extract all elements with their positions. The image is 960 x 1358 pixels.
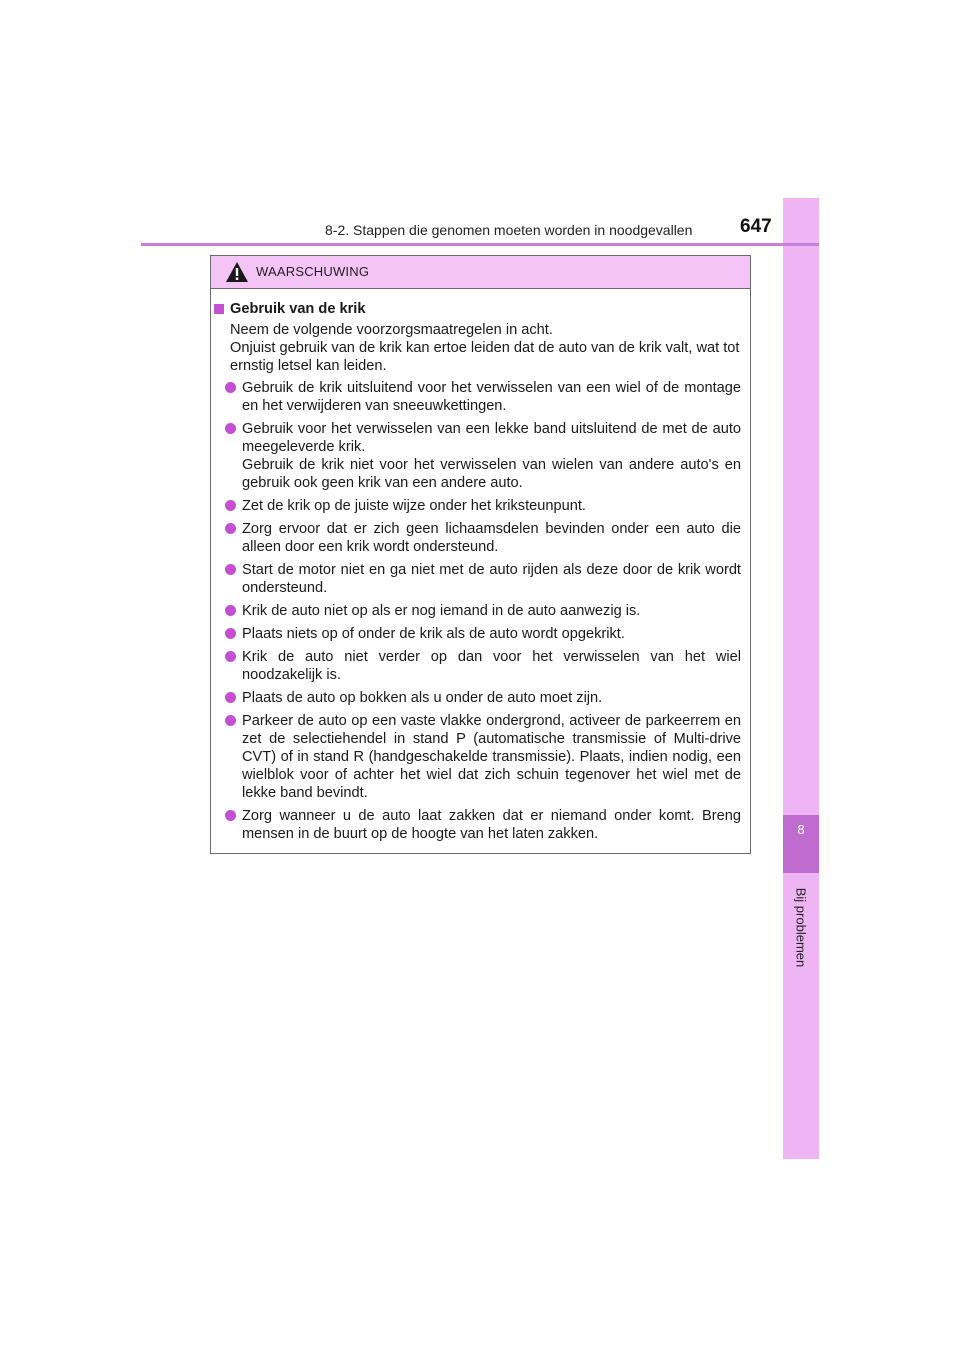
round-bullet-icon — [225, 692, 236, 703]
list-item-text: Plaats de auto op bokken als u onder de auto moet zijn. — [242, 690, 603, 706]
warning-title: WAARSCHUWING — [256, 264, 370, 279]
side-chapter-number: 8 — [797, 822, 805, 837]
round-bullet-icon — [225, 628, 236, 639]
list-item-text: Start de motor niet en ga niet met de auto rijden als deze door de krik wordt ondersteund. — [242, 562, 741, 596]
list-item-text: Krik de auto niet verder op dan voor het verwisselen van het wiel noodzakelijk is. — [242, 649, 741, 683]
list-item — [242, 420, 741, 492]
round-bullet-icon — [225, 651, 236, 662]
list-item — [242, 689, 741, 707]
list-item — [242, 602, 741, 620]
running-header: 8-2. Stappen die genomen moeten worden in noodgevallen — [325, 222, 693, 238]
list-item — [242, 625, 741, 643]
round-bullet-icon — [225, 382, 236, 393]
round-bullet-icon — [225, 810, 236, 821]
list-item — [242, 807, 741, 843]
page-number: 647 — [740, 216, 772, 237]
section-heading-text: Gebruik van de krik — [230, 301, 366, 317]
list-item-text: Plaats niets op of onder de krik als de auto wordt opgekrikt. — [242, 626, 625, 642]
round-bullet-icon — [225, 605, 236, 616]
bullet-list — [211, 379, 750, 843]
section-heading — [211, 300, 750, 318]
list-item-text: Parkeer de auto op een vaste vlakke ondergrond, activeer de parkeerrem en zet de selectiehendel in stand P (automatische transmissie of Multi-drive CVT) of in stand R (handgeschakelde transmissie). Plaats, indien nodig, een wielblok voor of achter het wiel dat zich schuin tegenover het wiel met de lekke band bevindt. — [242, 713, 741, 801]
intro-text — [230, 321, 741, 375]
list-item — [242, 379, 741, 415]
list-item — [242, 712, 741, 802]
list-item — [242, 648, 741, 684]
list-item — [242, 497, 741, 515]
square-bullet-icon — [214, 304, 224, 314]
intro-line: Onjuist gebruik van de krik kan ertoe leiden dat de auto van de krik valt, wat tot ernstig letsel kan leiden. — [230, 340, 740, 374]
list-item-text: Zorg ervoor dat er zich geen lichaamsdelen bevinden onder een auto die alleen door een krik wordt ondersteund. — [242, 521, 741, 555]
list-item — [242, 561, 741, 597]
list-item-text: Gebruik voor het verwisselen van een lekke band uitsluitend de met de auto meegeleverde krik. — [242, 421, 741, 455]
intro-line: Neem de volgende voorzorgsmaatregelen in acht. — [230, 322, 553, 338]
warning-triangle-icon — [225, 261, 249, 283]
list-item-text: Gebruik de krik niet voor het verwisselen van wielen van andere auto's en gebruik ook geen krik van een andere auto. — [242, 457, 741, 491]
list-item-text: Zorg wanneer u de auto laat zakken dat er niemand onder komt. Breng mensen in de buurt op de hoogte van het laten zakken. — [242, 808, 741, 842]
warning-box — [210, 255, 751, 854]
list-item — [242, 520, 741, 556]
side-chapter-label: Bij problemen — [793, 887, 809, 968]
list-item-text: Zet de krik op de juiste wijze onder het kriksteunpunt. — [242, 498, 586, 514]
round-bullet-icon — [225, 500, 236, 511]
round-bullet-icon — [225, 715, 236, 726]
header-rule — [141, 243, 819, 246]
warning-content — [211, 300, 750, 848]
round-bullet-icon — [225, 564, 236, 575]
warning-header — [211, 256, 750, 289]
side-chapter-tab — [783, 198, 819, 1159]
round-bullet-icon — [225, 423, 236, 434]
list-item-text: Krik de auto niet op als er nog iemand in de auto aanwezig is. — [242, 603, 641, 619]
round-bullet-icon — [225, 523, 236, 534]
list-item-text: Gebruik de krik uitsluitend voor het verwisselen van een wiel of de montage en het verwijderen van sneeuwkettingen. — [242, 380, 741, 414]
